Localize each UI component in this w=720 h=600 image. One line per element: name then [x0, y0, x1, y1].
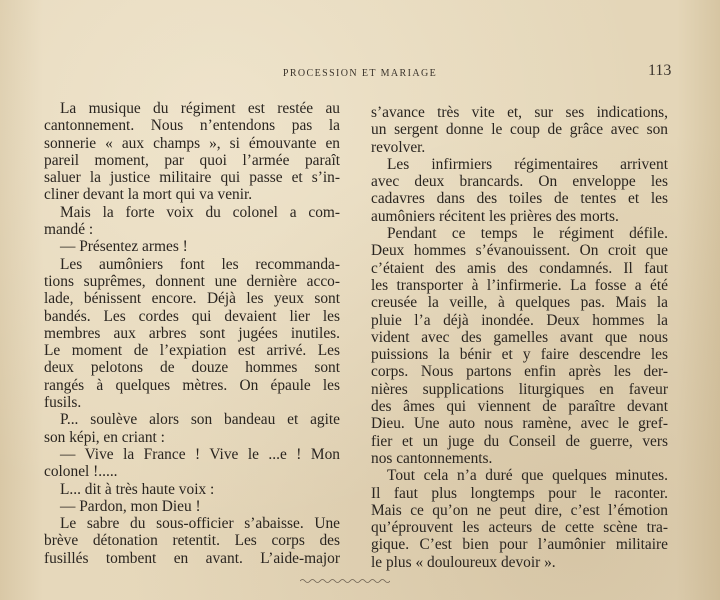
text-line: qu’éprouvent les acteurs de cette scène tra-: [371, 519, 668, 537]
text-line: — Présentez armes !: [60, 238, 188, 256]
text-line: c’étaient des amis des condamnés. Il faut: [371, 259, 668, 277]
text-line: pareil moment, par quoi l’armée paraît: [44, 151, 340, 169]
page-number: 113: [648, 62, 672, 79]
text-line: La musique du régiment est restée au: [60, 100, 340, 117]
text-line: — Vive la France ! Vive le ...e ! Mon: [60, 445, 340, 463]
text-line: les transporter à l’infirmerie. La fosse a été: [371, 276, 668, 294]
text-line: P... soulève alors son bandeau et agite: [60, 411, 340, 429]
text-line: fusils.: [44, 394, 82, 412]
text-line: bandés. Les cordes qui devaient lier les: [44, 307, 340, 325]
text-line: mandé :: [44, 221, 94, 239]
text-line: lade, bénissent encore. Déjà les yeux sont: [44, 290, 340, 308]
text-line: Tout cela n’a duré que quelques minutes.: [387, 467, 668, 485]
wavy-rule-ornament: [300, 578, 390, 584]
text-line: saluer la justice militaire qui passe et s’in-: [44, 169, 340, 187]
text-line: Pendant ce temps le régiment défile.: [387, 225, 668, 243]
text-line: Il faut plus longtemps pour le raconter.: [371, 484, 668, 502]
text-line: le plus « douloureux devoir ».: [371, 553, 556, 571]
text-line: puissions la bénir et y faire descendre les: [371, 346, 668, 364]
text-line: un sergent donne le coup de grâce avec son: [371, 121, 668, 139]
text-line: cadavres dans des toiles de tentes et les: [371, 190, 668, 208]
left-text-column: [44, 100, 340, 567]
text-line: Les infirmiers régimentaires arrivent: [387, 155, 668, 173]
text-line: membres aux arbres sont jugées inutiles.: [44, 324, 340, 342]
text-line: avec deux brancards. On enveloppe les: [371, 173, 668, 191]
right-text-column: [371, 104, 668, 571]
text-line: s’avance très vite et, sur ses indications,: [371, 104, 668, 121]
text-line: Mais la forte voix du colonel a com-: [60, 203, 340, 221]
text-line: deux pelotons de douze hommes sont: [44, 359, 340, 377]
text-line: tions suprêmes, donnent une dernière acco-: [44, 272, 340, 290]
text-line: des âmes qui viennent de paraître devant: [371, 398, 668, 416]
running-head: PROCESSION ET MARIAGE: [282, 68, 438, 79]
text-line: Les aumôniers font les recommanda-: [60, 255, 340, 273]
text-line: gique. C’est bien pour l’aumônier militaire: [371, 536, 668, 554]
text-line: colonel !.....: [44, 463, 118, 481]
text-line: cantonnement. Nous n’entendons pas la: [44, 117, 340, 135]
text-line: son képi, en criant :: [44, 428, 165, 446]
text-line: vident avec des gamelles avant que nous: [371, 328, 668, 346]
text-line: Dieu. Une auto nous ramène, avec le gref-: [371, 415, 668, 433]
text-line: Le moment de l’expiation est arrivé. Les: [44, 342, 340, 360]
text-line: Deux hommes s’évanouissent. On croit que: [371, 242, 668, 260]
text-line: creusée la veille, à quelques pas. Mais la: [371, 294, 668, 312]
text-line: brève détonation retentit. Les corps des: [44, 532, 340, 550]
text-line: pluie l’a déjà inondée. Deux hommes la: [371, 311, 668, 329]
text-line: revolver.: [371, 138, 426, 156]
text-line: cliner devant la mort qui va venir.: [44, 186, 253, 204]
text-line: nos cantonnements.: [371, 449, 493, 467]
text-line: nières supplications liturgiques en faveur: [371, 380, 668, 398]
text-line: — Pardon, mon Dieu !: [60, 497, 201, 515]
text-line: fier et un juge du Conseil de guerre, vers: [371, 432, 668, 450]
text-line: aumôniers récitent les prières des morts.: [371, 207, 619, 225]
text-line: rangés à quelques mètres. On épaule les: [44, 376, 340, 394]
text-line: Le sabre du sous-officier s’abaisse. Une: [60, 515, 340, 533]
text-line: sonnerie « aux champs », si émouvante en: [44, 134, 340, 152]
text-line: corps. Nous partons enfin après les der-: [371, 363, 668, 381]
text-line: fusillés tombent en avant. L’aide-major: [44, 549, 340, 567]
text-line: Mais ce qu’on ne peut dire, c’est l’émotion: [371, 501, 668, 519]
text-line: L... dit à très haute voix :: [60, 480, 215, 498]
